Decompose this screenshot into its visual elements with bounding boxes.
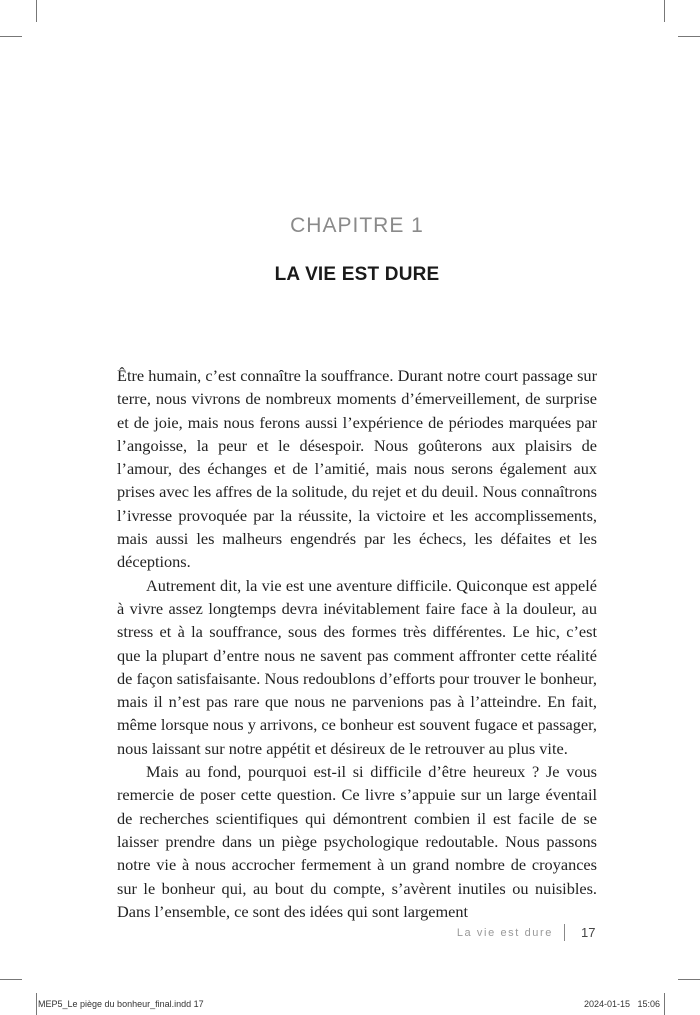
crop-mark-top-left-horizontal xyxy=(0,36,22,37)
slug-timestamp: 2024-01-15 15:06 xyxy=(583,999,660,1009)
running-head: La vie est dure xyxy=(456,927,553,939)
body-text xyxy=(117,364,597,923)
crop-mark-top-right-vertical xyxy=(664,0,665,22)
crop-mark-top-right-horizontal xyxy=(678,36,700,37)
page-number: 17 xyxy=(581,925,596,940)
paragraph-1: Être humain, c’est connaître la souffrance. Durant notre court passage sur terre, nous vivrons de nombreux moments d’émerveillement, de surprise et de joie, mais nous ferons aussi l’expérience de périodes marquées par l’angoisse, la peur et le désespoir. Nous goûterons aux plaisirs de l’amour, des échanges et de l’amitié, mais nous serons également aux prises avec les affres de la solitude, du rejet et du deuil. Nous connaîtrons l’ivresse provoquée par la réussite, la victoire et les accomplissements, mais aussi les malheurs engendrés par les échecs, les défaites et les déceptions. xyxy=(117,366,597,572)
crop-mark-bottom-right-vertical xyxy=(664,993,665,1015)
crop-mark-bottom-left-horizontal xyxy=(0,979,22,980)
chapter-title: LA VIE EST DURE xyxy=(274,264,440,285)
crop-mark-top-left-vertical xyxy=(36,0,37,22)
crop-mark-bottom-right-horizontal xyxy=(678,979,700,980)
chapter-label: CHAPITRE 1 xyxy=(290,214,424,237)
slug-filename: MEP5_Le piège du bonheur_final.indd 17 xyxy=(38,999,204,1009)
paragraph-2: Autrement dit, la vie est une aventure difficile. Quiconque est appelé à vivre assez longtemps devra inévitablement faire face à la douleur, au stress et à la souffrance, sous des formes très différentes. Le hic, c’est que la plupart d’entre nous ne savent pas comment affronter cette réalité de façon satisfaisante. Nous redoublons d’efforts pour trouver le bonheur, mais il n’est pas rare que nous ne parvenions pas à l’atteindre. En fait, même lorsque nous y arrivons, ce bonheur est souvent fugace et passager, nous laissant sur notre appétit et désireux de le retrouver au plus vite. xyxy=(117,575,597,758)
folio-divider xyxy=(564,924,565,941)
paragraph-3: Mais au fond, pourquoi est-il si difficile d’être heureux ? Je vous remercie de poser cette question. Ce livre s’appuie sur un large éventail de recherches scientifiques qui démontrent combien il est facile de se laisser prendre dans un piège psychologique redoutable. Nous passons notre vie à nous accrocher fermement à un grand nombre de croyances sur le bonheur qui, au bout du compte, s’avèrent inutiles ou nuisibles. Dans l’ensemble, ce sont des idées qui sont largement xyxy=(117,762,597,921)
crop-mark-bottom-left-vertical xyxy=(36,993,37,1015)
